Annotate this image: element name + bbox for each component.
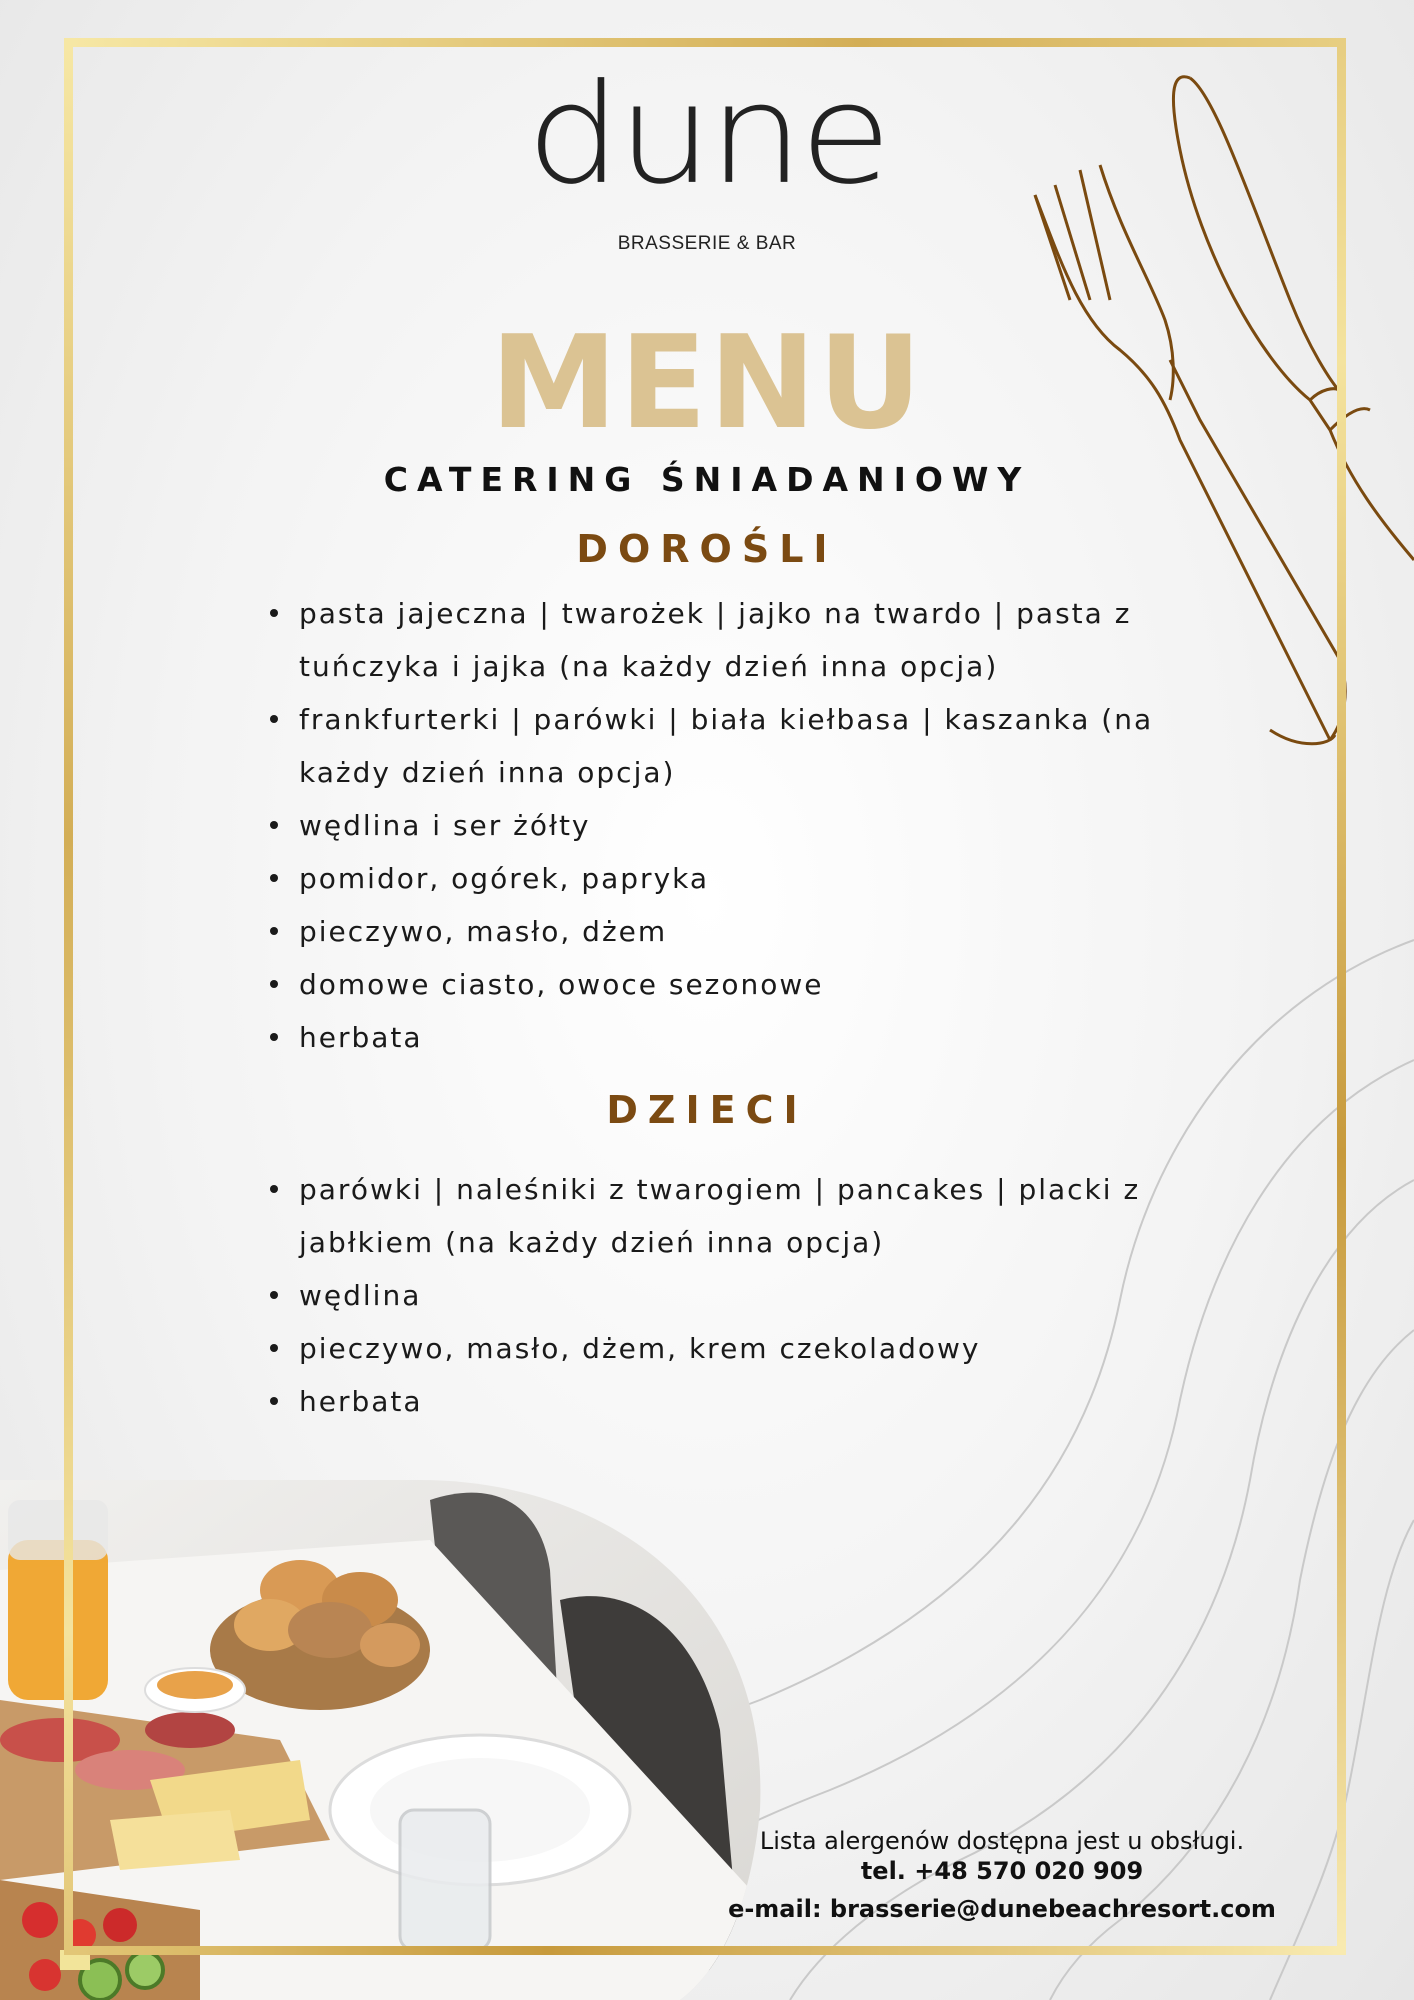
phone-number: tel. +48 570 020 909 bbox=[860, 1857, 1144, 1885]
list-item: frankfurterki | parówki | biała kiełbasa | kaszanka (na każdy dzień inna opcja) bbox=[262, 693, 1182, 799]
list-item: pieczywo, masło, dżem, krem czekoladowy bbox=[262, 1322, 1182, 1375]
list-item: wędlina bbox=[262, 1269, 1182, 1322]
list-item: domowe ciasto, owoce sezonowe bbox=[262, 958, 1182, 1011]
page-subtitle: CATERING ŚNIADANIOWY bbox=[383, 460, 1031, 499]
wave-line bbox=[1270, 1520, 1414, 2000]
brand-logo: dune bbox=[526, 54, 888, 216]
section-heading-children: DZIECI bbox=[606, 1088, 808, 1132]
children-menu-list bbox=[262, 1163, 1182, 1428]
page-title: MENU bbox=[490, 309, 924, 458]
brand-tagline: BRASSERIE & BAR bbox=[617, 233, 797, 254]
section-heading-adults: DOROŚLI bbox=[576, 527, 838, 571]
list-item: herbata bbox=[262, 1011, 1182, 1064]
contact-footer bbox=[682, 1826, 1322, 1924]
list-item: pieczywo, masło, dżem bbox=[262, 905, 1182, 958]
email-address: e-mail: brasserie@dunebeachresort.com bbox=[728, 1895, 1276, 1923]
list-item: wędlina i ser żółty bbox=[262, 799, 1182, 852]
breakfast-photo bbox=[0, 1480, 770, 2000]
adults-menu-list bbox=[262, 587, 1182, 1064]
list-item: parówki | naleśniki z twarogiem | pancakes | placki z jabłkiem (na każdy dzień inna opcja) bbox=[262, 1163, 1182, 1269]
list-item: pomidor, ogórek, papryka bbox=[262, 852, 1182, 905]
list-item: pasta jajeczna | twarożek | jajko na twardo | pasta z tuńczyka i jajka (na każdy dzień inna opcja) bbox=[262, 587, 1182, 693]
list-item: herbata bbox=[262, 1375, 1182, 1428]
allergens-note: Lista alergenów dostępna jest u obsługi. bbox=[759, 1827, 1245, 1855]
